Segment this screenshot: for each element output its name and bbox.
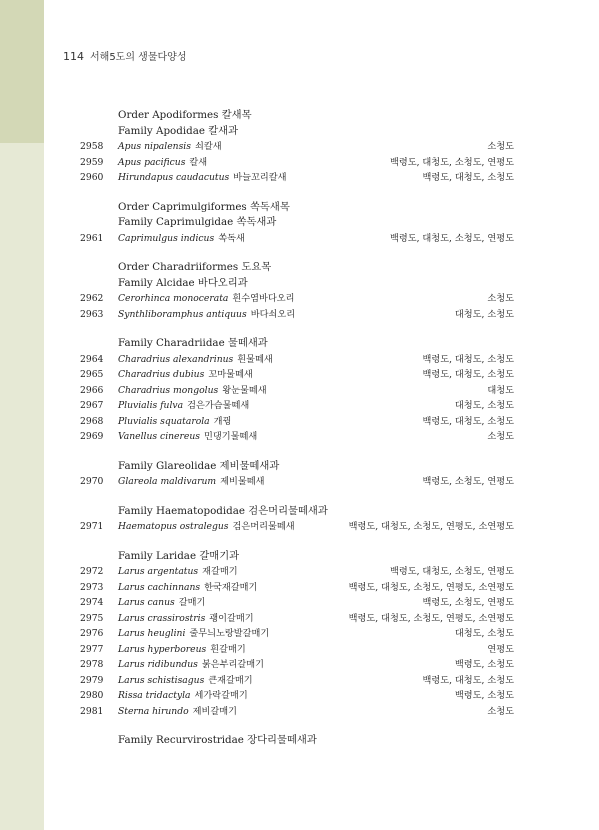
species-row [80, 367, 514, 383]
korean-name: 한국재갈매기 [204, 581, 258, 593]
species-row [80, 580, 514, 596]
species-name [118, 170, 422, 186]
species-row [80, 155, 514, 171]
korean-name: 큰재갈매기 [208, 674, 253, 686]
scientific-name: Apus nipalensis [118, 141, 191, 152]
species-row [80, 657, 514, 673]
page-header [63, 48, 186, 63]
scientific-name: Cerorhinca monocerata [118, 293, 229, 304]
korean-name: 줄무늬노랑발갈매기 [189, 628, 270, 639]
island-locations: 백령도, 대청도, 소청도 [422, 369, 514, 380]
species-name [118, 474, 422, 490]
species-number: 2961 [80, 232, 104, 244]
taxon-heading: Family Recurvirostridae 장다리물떼새과 [118, 734, 317, 746]
scientific-name: Rissa tridactyla [118, 690, 191, 701]
korean-name: 괭이갈매기 [209, 612, 254, 624]
species-row [80, 383, 514, 399]
island-locations: 백령도, 소청도, 연평도 [422, 476, 514, 487]
island-locations: 소청도 [487, 431, 514, 442]
species-row [80, 564, 514, 580]
scientific-name: Pluvialis squatarola [118, 415, 210, 427]
species-name [118, 564, 390, 580]
scientific-name: Larus crassirostris [118, 612, 206, 624]
island-locations: 백령도, 대청도, 소청도 [422, 415, 514, 427]
species-list [80, 108, 514, 763]
island-locations: 백령도, 대청도, 소청도, 연평도, 소연평도 [348, 612, 514, 624]
korean-name: 검은머리물떼새 [232, 521, 295, 532]
scientific-name: Larus heuglini [118, 628, 186, 639]
species-name [118, 352, 422, 368]
taxon-heading: Family Charadriidae 물떼새과 [118, 337, 268, 349]
species-name [118, 414, 422, 430]
scientific-name: Pluvialis fulva [118, 400, 184, 411]
species-row [80, 519, 514, 535]
species-row [80, 474, 514, 490]
species-row [80, 626, 514, 642]
island-locations: 백령도, 대청도, 소청도 [422, 353, 514, 365]
scientific-name: Caprimulgus indicus [118, 232, 215, 244]
species-row [80, 139, 514, 155]
scientific-name: Vanellus cinereus [118, 431, 200, 442]
species-name [118, 704, 487, 720]
scientific-name: Larus cachinnans [118, 581, 201, 593]
korean-name: 꼬마물떼새 [208, 369, 253, 380]
korean-name: 민댕기물떼새 [203, 431, 258, 442]
scientific-name: Apus pacificus [118, 156, 186, 168]
scientific-name: Sterna hirundo [118, 705, 189, 717]
species-number: 2960 [80, 172, 104, 183]
species-number: 2981 [80, 705, 104, 717]
taxon-section [80, 549, 514, 720]
species-name [118, 155, 390, 171]
scientific-name: Charadrius alexandrinus [118, 353, 234, 365]
scientific-name: Glareola maldivarum [118, 476, 217, 487]
taxon-heading: Family Haematopodidae 검은머리물떼새과 [118, 504, 328, 517]
species-number: 2965 [80, 369, 104, 380]
island-locations: 백령도, 대청도, 소청도 [422, 172, 514, 183]
species-number: 2962 [80, 293, 104, 304]
scientific-name: Larus canus [118, 597, 175, 608]
korean-name: 흰갈매기 [210, 643, 246, 655]
species-name [118, 611, 349, 627]
species-number: 2972 [80, 566, 104, 577]
scientific-name: Charadrius dubius [118, 369, 205, 380]
scientific-name: Synthliboramphus antiquus [118, 308, 247, 320]
scientific-name: Charadrius mongolus [118, 384, 219, 396]
island-locations: 백령도, 대청도, 소청도, 연평도 [389, 232, 514, 244]
korean-name: 재갈매기 [202, 566, 238, 577]
species-name [118, 519, 349, 535]
island-locations: 소청도 [487, 293, 514, 304]
species-name [118, 231, 390, 247]
korean-name: 붉은부리갈매기 [201, 659, 265, 670]
side-margin-tab [0, 0, 44, 143]
korean-name: 흰물떼새 [237, 353, 273, 365]
species-number: 2969 [80, 431, 104, 442]
species-row [80, 688, 514, 704]
korean-name: 검은가슴물떼새 [187, 400, 250, 411]
island-locations: 대청도, 소청도 [454, 628, 514, 639]
korean-name: 바다쇠오리 [250, 308, 296, 320]
korean-name: 쏙독새 [218, 232, 245, 244]
island-locations: 백령도, 대청도, 소청도 [422, 674, 514, 686]
island-locations: 백령도, 대청도, 소청도, 연평도, 소연평도 [348, 581, 514, 593]
species-row [80, 611, 514, 627]
taxon-heading: Family Glareolidae 제비물떼새과 [118, 459, 280, 472]
island-locations: 연평도 [487, 643, 514, 655]
species-number: 2970 [80, 476, 104, 487]
species-name [118, 626, 455, 642]
taxon-heading: Family Alcidae 바다오리과 [118, 276, 248, 289]
species-name [118, 580, 349, 596]
species-number: 2968 [80, 415, 104, 427]
korean-name: 갈매기 [178, 597, 206, 608]
species-number: 2967 [80, 400, 104, 411]
korean-name: 제비물떼새 [220, 476, 265, 487]
korean-name: 왕눈물떼새 [222, 384, 267, 396]
island-locations: 백령도, 소청도 [454, 659, 514, 670]
species-number: 2966 [80, 384, 104, 396]
taxon-section [80, 336, 514, 445]
species-row [80, 704, 514, 720]
species-name [118, 139, 487, 155]
taxon-heading: Family Laridae 갈매기과 [118, 549, 240, 562]
species-number: 2974 [80, 597, 104, 608]
species-row [80, 352, 514, 368]
species-row [80, 642, 514, 658]
page-number: 114 [63, 50, 84, 63]
taxon-section [80, 108, 514, 186]
species-number: 2963 [80, 308, 104, 320]
species-row [80, 291, 514, 307]
species-name [118, 398, 455, 414]
taxon-heading: Order Caprimulgiformes 쏙독새목 [118, 200, 290, 213]
species-name [118, 307, 455, 323]
species-number: 2973 [80, 581, 104, 593]
species-number: 2964 [80, 353, 104, 365]
species-name [118, 291, 487, 307]
island-locations: 백령도, 소청도, 연평도 [422, 597, 514, 608]
species-row [80, 673, 514, 689]
taxon-section [80, 459, 514, 490]
species-row [80, 231, 514, 247]
taxon-heading: Family Apodidae 칼새과 [118, 124, 239, 137]
korean-name: 흰수염바다오리 [232, 293, 295, 304]
scientific-name: Larus ridibundus [118, 659, 198, 670]
species-row [80, 414, 514, 430]
species-name [118, 657, 455, 673]
island-locations: 백령도, 대청도, 소청도, 연평도 [389, 566, 514, 577]
island-locations: 백령도, 대청도, 소청도, 연평도, 소연평도 [348, 521, 514, 532]
taxon-heading: Order Apodiformes 칼새목 [118, 109, 252, 121]
species-row [80, 595, 514, 611]
species-name [118, 429, 487, 445]
taxon-section [80, 200, 514, 247]
species-name [118, 383, 487, 399]
species-number: 2980 [80, 690, 104, 701]
scientific-name: Larus schistisagus [118, 674, 205, 686]
island-locations: 대청도, 소청도 [454, 400, 514, 411]
species-number: 2976 [80, 628, 104, 639]
island-locations: 백령도, 소청도 [454, 690, 514, 701]
taxon-section [80, 260, 514, 322]
species-name [118, 688, 455, 704]
species-name [118, 642, 487, 658]
korean-name: 바늘꼬리칼새 [233, 172, 287, 183]
taxon-section [80, 733, 514, 749]
species-number: 2978 [80, 659, 104, 670]
species-number: 2959 [80, 156, 104, 168]
book-title: 서해5도의 생물다양성 [90, 52, 187, 63]
island-locations: 백령도, 대청도, 소청도, 연평도 [389, 156, 514, 168]
taxon-section [80, 504, 514, 535]
korean-name: 제비갈매기 [192, 705, 238, 717]
species-number: 2971 [80, 521, 104, 532]
species-number: 2958 [80, 141, 104, 152]
species-name [118, 673, 422, 689]
island-locations: 소청도 [487, 705, 514, 717]
korean-name: 개꿩 [213, 415, 232, 427]
scientific-name: Hirundapus caudacutus [118, 172, 230, 183]
korean-name: 칼새 [189, 156, 208, 168]
scientific-name: Larus argentatus [118, 566, 199, 577]
species-row [80, 170, 514, 186]
species-name [118, 367, 422, 383]
species-number: 2975 [80, 612, 104, 624]
species-number: 2977 [80, 643, 104, 655]
taxon-heading: Order Charadriiformes 도요목 [118, 261, 272, 273]
species-row [80, 429, 514, 445]
species-row [80, 398, 514, 414]
taxon-heading: Family Caprimulgidae 쏙독새과 [118, 216, 277, 228]
island-locations: 소청도 [487, 141, 514, 152]
scientific-name: Larus hyperboreus [118, 643, 207, 655]
species-row [80, 307, 514, 323]
species-name [118, 595, 422, 611]
island-locations: 대청도 [487, 384, 514, 396]
island-locations: 대청도, 소청도 [454, 308, 514, 320]
korean-name: 세가락갈매기 [194, 690, 248, 701]
scientific-name: Haematopus ostralegus [118, 521, 229, 532]
korean-name: 쇠칼새 [194, 141, 222, 152]
species-number: 2979 [80, 674, 104, 686]
